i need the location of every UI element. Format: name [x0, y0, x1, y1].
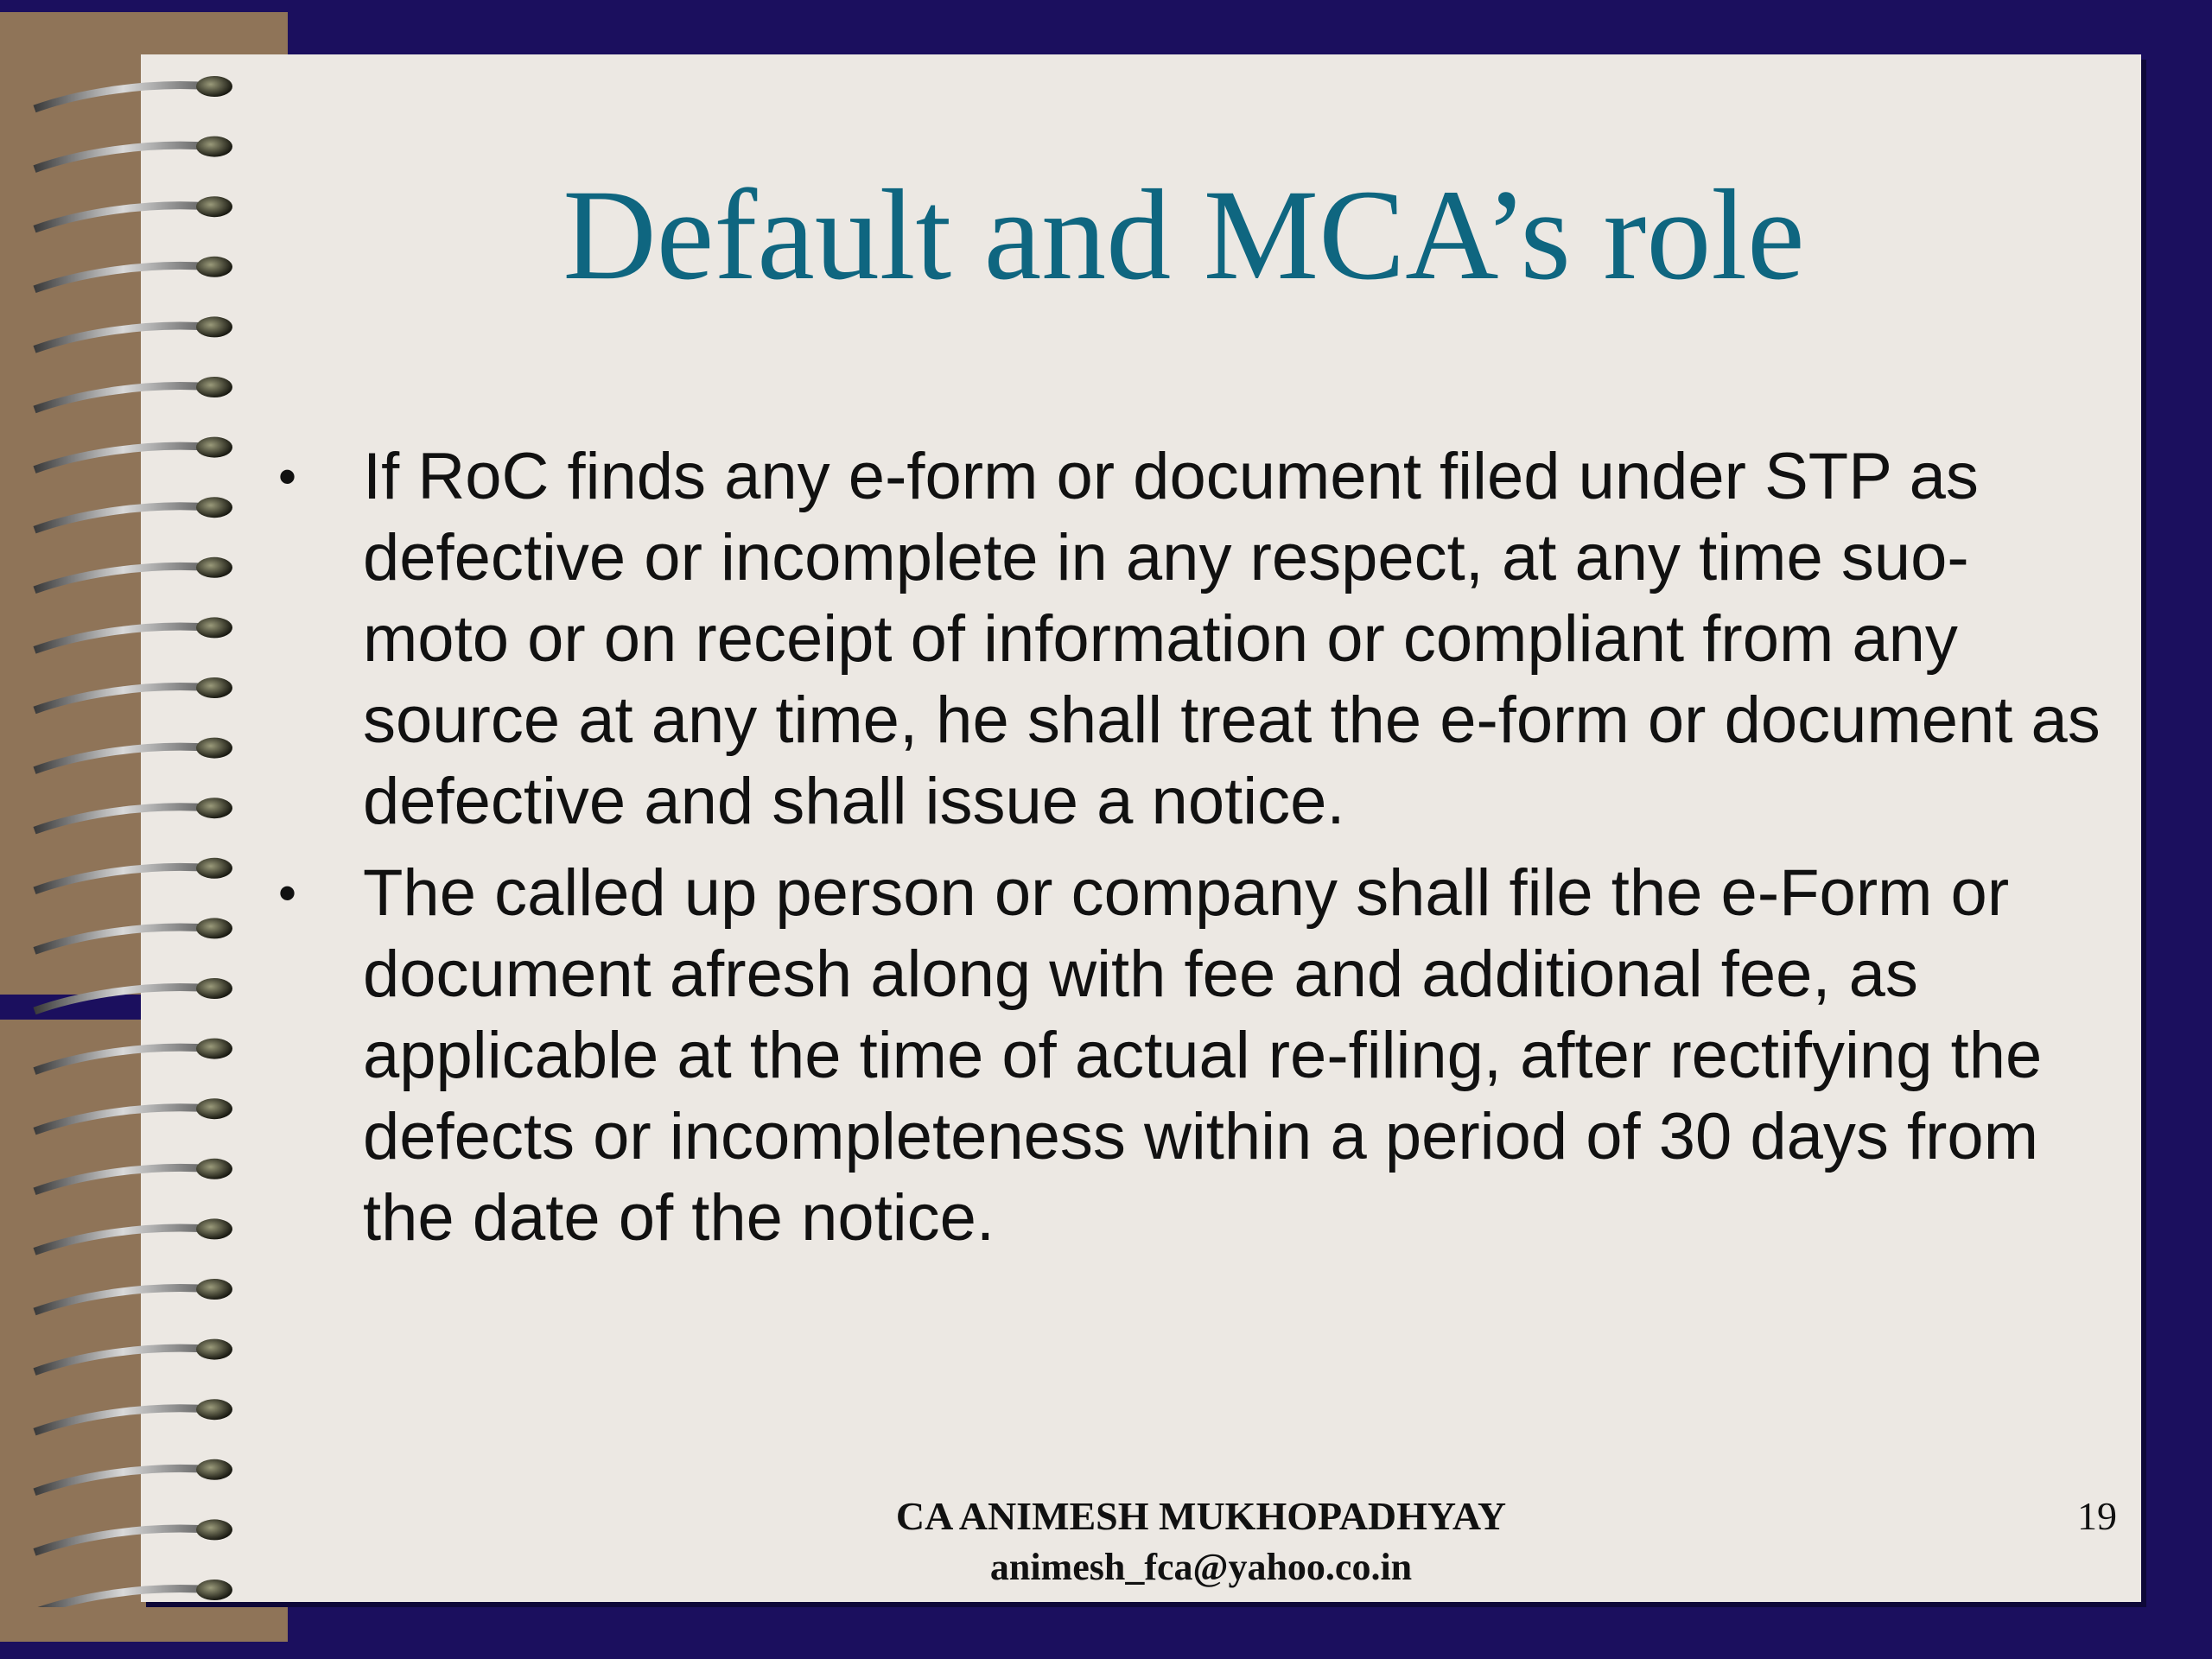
slide-title: Default and MCA’s role: [563, 163, 1805, 307]
spiral-ring: [35, 1288, 212, 1312]
spiral-ring: [35, 446, 212, 469]
bullet-list: [276, 436, 2108, 1269]
spiral-ring: [35, 687, 212, 710]
spiral-ring: [35, 807, 212, 830]
spiral-ring: [35, 1047, 212, 1071]
footer-author: CA ANIMESH MUKHOPADHYAY: [895, 1494, 1507, 1538]
spiral-ring: [35, 326, 212, 349]
binding-hole: [196, 978, 232, 999]
spiral-ring: [35, 1167, 212, 1191]
binding-hole: [196, 918, 232, 938]
spiral-ring: [35, 747, 212, 770]
spiral-ring: [35, 1529, 212, 1552]
spiral-ring: [35, 1468, 212, 1491]
spiral-ring: [35, 1589, 212, 1607]
spiral-ring: [35, 506, 212, 530]
binding-hole: [196, 437, 232, 458]
binding-hole: [196, 858, 232, 879]
page-number: 19: [2077, 1494, 2117, 1538]
bullet-item: [276, 436, 2108, 842]
spiral-ring: [35, 265, 212, 289]
binding-hole: [196, 1580, 232, 1600]
bullet-marker: •: [278, 448, 297, 505]
spiral-ring: [35, 867, 212, 890]
binding-hole: [196, 257, 232, 277]
binding-hole: [196, 1519, 232, 1540]
binding-hole: [196, 798, 232, 818]
bullet-item: [276, 853, 2108, 1259]
binding-hole: [196, 677, 232, 698]
binding-hole: [196, 1039, 232, 1059]
spiral-binding-icon: [26, 52, 251, 1607]
spiral-ring: [35, 386, 212, 410]
binding-hole: [196, 1399, 232, 1420]
binding-hole: [196, 557, 232, 578]
bullet-marker: •: [278, 864, 297, 922]
binding-hole: [196, 617, 232, 638]
spiral-ring: [35, 1108, 212, 1131]
binding-hole: [196, 1218, 232, 1239]
binding-hole: [196, 316, 232, 337]
bullet-text: If RoC finds any e-form or document filed under STP as defective or incomplete in any respect, at any time suo-moto or on receipt of information or compliant from any source at any time, he shall treat the e-form or document as defective and shall issue a notice.: [363, 440, 2101, 838]
binding-hole: [196, 196, 232, 217]
spiral-ring: [35, 86, 212, 109]
binding-hole: [196, 1339, 232, 1360]
binding-hole: [196, 497, 232, 518]
binding-hole: [196, 1459, 232, 1480]
binding-hole: [196, 1159, 232, 1179]
footer-email: animesh_fca@yahoo.co.in: [989, 1546, 1413, 1588]
spiral-ring: [35, 145, 212, 168]
spiral-ring: [35, 626, 212, 650]
spiral-ring: [35, 566, 212, 589]
binding-hole: [196, 76, 232, 97]
binding-hole: [196, 137, 232, 157]
binding-hole: [196, 377, 232, 397]
bullet-text: The called up person or company shall file the e-Form or document afresh along with fee and additional fee, as applicable at the time of actual re-filing, after rectifying the defects or incompleteness within a period of 30 days from the date of the notice.: [363, 856, 2043, 1255]
binding-hole: [196, 738, 232, 759]
spiral-ring: [35, 927, 212, 950]
spiral-ring: [35, 206, 212, 229]
spiral-ring: [35, 1408, 212, 1432]
binding-hole: [196, 1279, 232, 1300]
spiral-ring: [35, 988, 212, 1011]
spiral-ring: [35, 1228, 212, 1251]
spiral-ring: [35, 1348, 212, 1371]
binding-hole: [196, 1098, 232, 1119]
